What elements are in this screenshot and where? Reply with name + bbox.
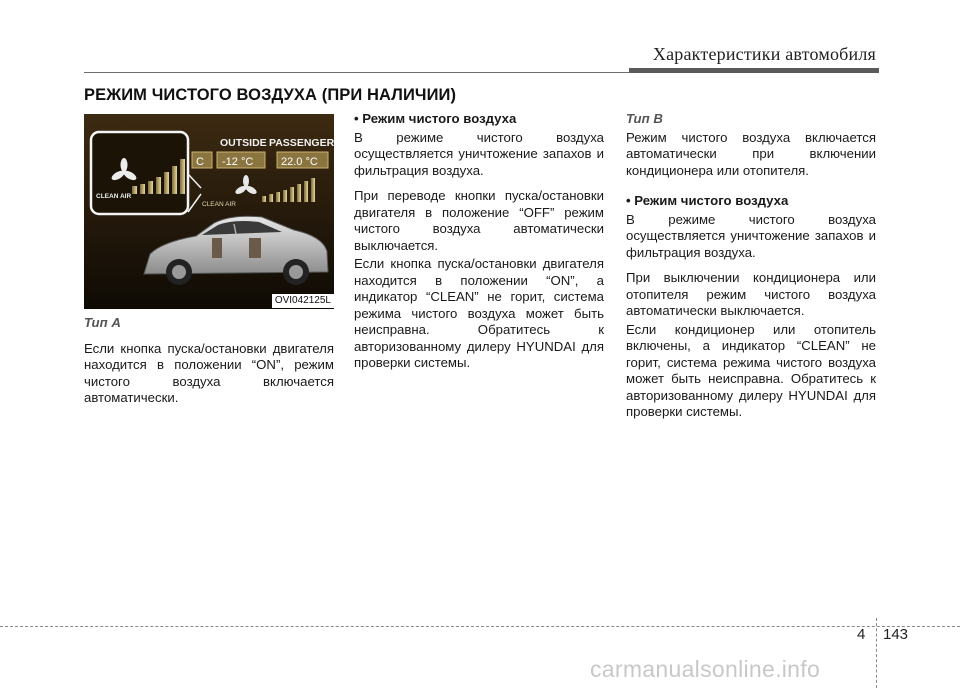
seat-front xyxy=(212,238,222,258)
col3-paragraph-1: Режим чистого воздуха включается автоматически при включении кондиционера или отопителя. xyxy=(626,129,876,178)
watermark: carmanualsonline.info xyxy=(590,656,821,682)
col2-paragraph-2: При переводе кнопки пуска/остановки двигателя в положение “OFF” режим чистого воздуха автоматически выключается. xyxy=(354,188,604,253)
climate-display-illustration xyxy=(84,114,334,309)
clean-air-label: CLEAN AIR xyxy=(202,201,236,208)
header-rule-thick xyxy=(629,68,879,73)
clean-air-mode-subhead: • Режим чистого воздуха xyxy=(354,111,517,126)
col2-paragraph-3: Если кнопка пуска/остановки двигателя находится в положении “ON”, а индикатор “CLEAN” не горит, система режима чистого воздуха может быть неисправна. Обратитесь к авторизованному дилеру HYUNDAI для проверки системы. xyxy=(354,256,604,370)
passenger-temp-value: 22.0 °C xyxy=(281,156,318,168)
column-3 xyxy=(626,111,876,421)
column-2 xyxy=(354,111,604,372)
footer-divider xyxy=(0,626,960,627)
clean-air-display-figure xyxy=(84,114,334,309)
zoom-clean-air-label: CLEAN AIR xyxy=(96,193,132,200)
footer-vertical-divider xyxy=(876,618,877,688)
chapter-title: Характеристики автомобиля xyxy=(652,44,876,64)
col3-subhead: • Режим чистого воздуха xyxy=(626,193,789,208)
passenger-label: PASSENGER xyxy=(269,137,334,149)
header-rule-thin xyxy=(84,72,629,73)
col3-paragraph-2: В режиме чистого воздуха осуществляется уничтожение запахов и фильтрация воздуха. xyxy=(626,211,876,260)
column-1 xyxy=(84,315,334,407)
section-title: РЕЖИМ ЧИСТОГО ВОЗДУХА (ПРИ НАЛИЧИИ) xyxy=(84,86,457,104)
col3-paragraph-4: Если кондиционер или отопитель включены, а индикатор “CLEAN” не горит, система режима чистого воздуха может быть неисправна. Обратитесь к авторизованному дилеру HYUNDAI для проверки системы. xyxy=(626,321,876,419)
left-temp-fragment: C xyxy=(196,156,204,168)
chapter-number: 4 xyxy=(857,626,866,643)
page-number: 143 xyxy=(883,626,909,643)
type-a-label: Тип A xyxy=(84,315,121,330)
type-b-label: Тип B xyxy=(626,111,663,126)
outside-temp-value: -12 °C xyxy=(222,156,254,168)
type-a-paragraph: Если кнопка пуска/остановки двигателя находится в положении “ON”, режим чистого воздуха включается автоматически. xyxy=(84,340,334,405)
outside-label: OUTSIDE xyxy=(220,137,267,149)
seat-rear xyxy=(249,238,261,258)
col3-paragraph-3: При выключении кондиционера или отопителя режим чистого воздуха автоматически выключается. xyxy=(626,270,876,318)
figure-code: OVI042125L xyxy=(272,294,334,308)
col2-paragraph-1: В режиме чистого воздуха осуществляется уничтожение запахов и фильтрация воздуха. xyxy=(354,129,604,178)
